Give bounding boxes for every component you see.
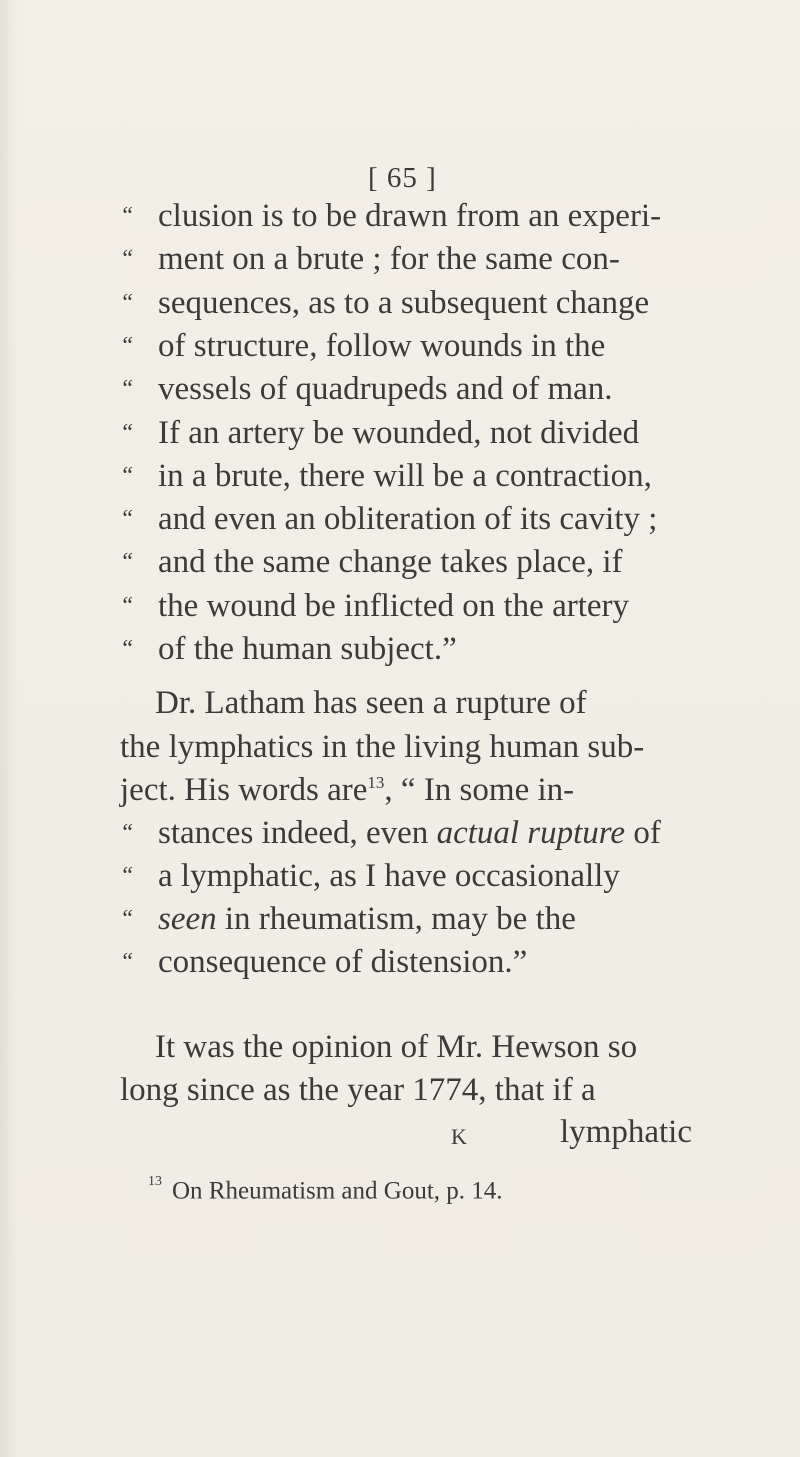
text-segment: sequences, as to a subsequent change xyxy=(158,285,650,321)
text-line xyxy=(0,326,800,366)
footnote-reference: 13 xyxy=(367,773,385,792)
quote-mark: “ xyxy=(120,549,134,575)
text-line xyxy=(0,586,800,626)
text-segment: If an artery be wounded, not divided xyxy=(158,415,640,451)
text-line xyxy=(0,196,800,236)
text-segment: stances indeed, even xyxy=(158,815,437,851)
text-line: the lymphatics in the living human sub- xyxy=(120,729,645,765)
text-line xyxy=(0,413,800,453)
text-segment: ment on a brute ; for the same con- xyxy=(158,241,620,277)
text-line xyxy=(0,499,800,539)
quote-mark: “ xyxy=(120,863,134,889)
footnote xyxy=(148,1170,503,1207)
quote-mark: “ xyxy=(120,463,134,489)
text-line xyxy=(120,813,661,853)
text-segment: and the same change takes place, if xyxy=(158,544,623,580)
text-segment: of the human subject.” xyxy=(158,631,457,667)
quote-mark: “ xyxy=(120,290,134,316)
quote-mark: “ xyxy=(120,376,134,402)
catchword: lymphatic xyxy=(560,1114,692,1150)
text-segment: of structure, follow wounds in the xyxy=(158,328,606,364)
text-line xyxy=(0,542,800,582)
text-segment: ject. His words are xyxy=(120,772,368,808)
text-line xyxy=(120,770,574,810)
text-segment: consequence of distension.” xyxy=(158,944,528,980)
text-segment: the wound be inflicted on the artery xyxy=(158,588,630,624)
text-line xyxy=(120,942,527,982)
text-segment: clusion is to be drawn from an experi- xyxy=(158,198,662,234)
text-segment: , “ In some in- xyxy=(384,772,575,808)
quote-mark: “ xyxy=(120,203,134,229)
footnote-text: On Rheumatism and Gout, p. 14. xyxy=(172,1177,503,1205)
footnote-number: 13 xyxy=(148,1174,162,1189)
quote-mark: “ xyxy=(120,906,134,932)
text-line: Dr. Latham has seen a rupture of xyxy=(155,685,587,721)
quote-mark: “ xyxy=(120,420,134,446)
text-line xyxy=(120,856,620,896)
text-line xyxy=(0,283,800,323)
text-segment: of xyxy=(625,815,661,851)
text-line xyxy=(0,456,800,496)
text-segment: in rheumatism, may be the xyxy=(216,901,576,937)
text-line: long since as the year 1774, that if a xyxy=(120,1072,596,1108)
quote-mark: “ xyxy=(120,593,134,619)
quote-mark: “ xyxy=(120,949,134,975)
italic-text: actual rupture xyxy=(436,815,626,851)
text-segment: in a brute, there will be a contraction, xyxy=(158,458,652,494)
text-line xyxy=(0,239,800,279)
text-line xyxy=(0,369,800,409)
quote-mark: “ xyxy=(120,333,134,359)
text-segment: a lymphatic, as I have occasionally xyxy=(158,858,620,894)
text-segment: vessels of quadrupeds and of man. xyxy=(158,371,613,407)
quote-mark: “ xyxy=(120,506,134,532)
text-line xyxy=(0,629,800,669)
signature-mark: K xyxy=(451,1124,468,1149)
quote-mark: “ xyxy=(120,820,134,846)
text-line xyxy=(120,899,576,939)
italic-text: seen xyxy=(158,901,217,937)
quote-mark: “ xyxy=(120,246,134,272)
text-segment: and even an obliteration of its cavity ; xyxy=(158,501,658,537)
page-number: [ 65 ] xyxy=(368,162,437,194)
quote-mark: “ xyxy=(120,636,134,662)
text-line: It was the opinion of Mr. Hewson so xyxy=(155,1029,638,1065)
